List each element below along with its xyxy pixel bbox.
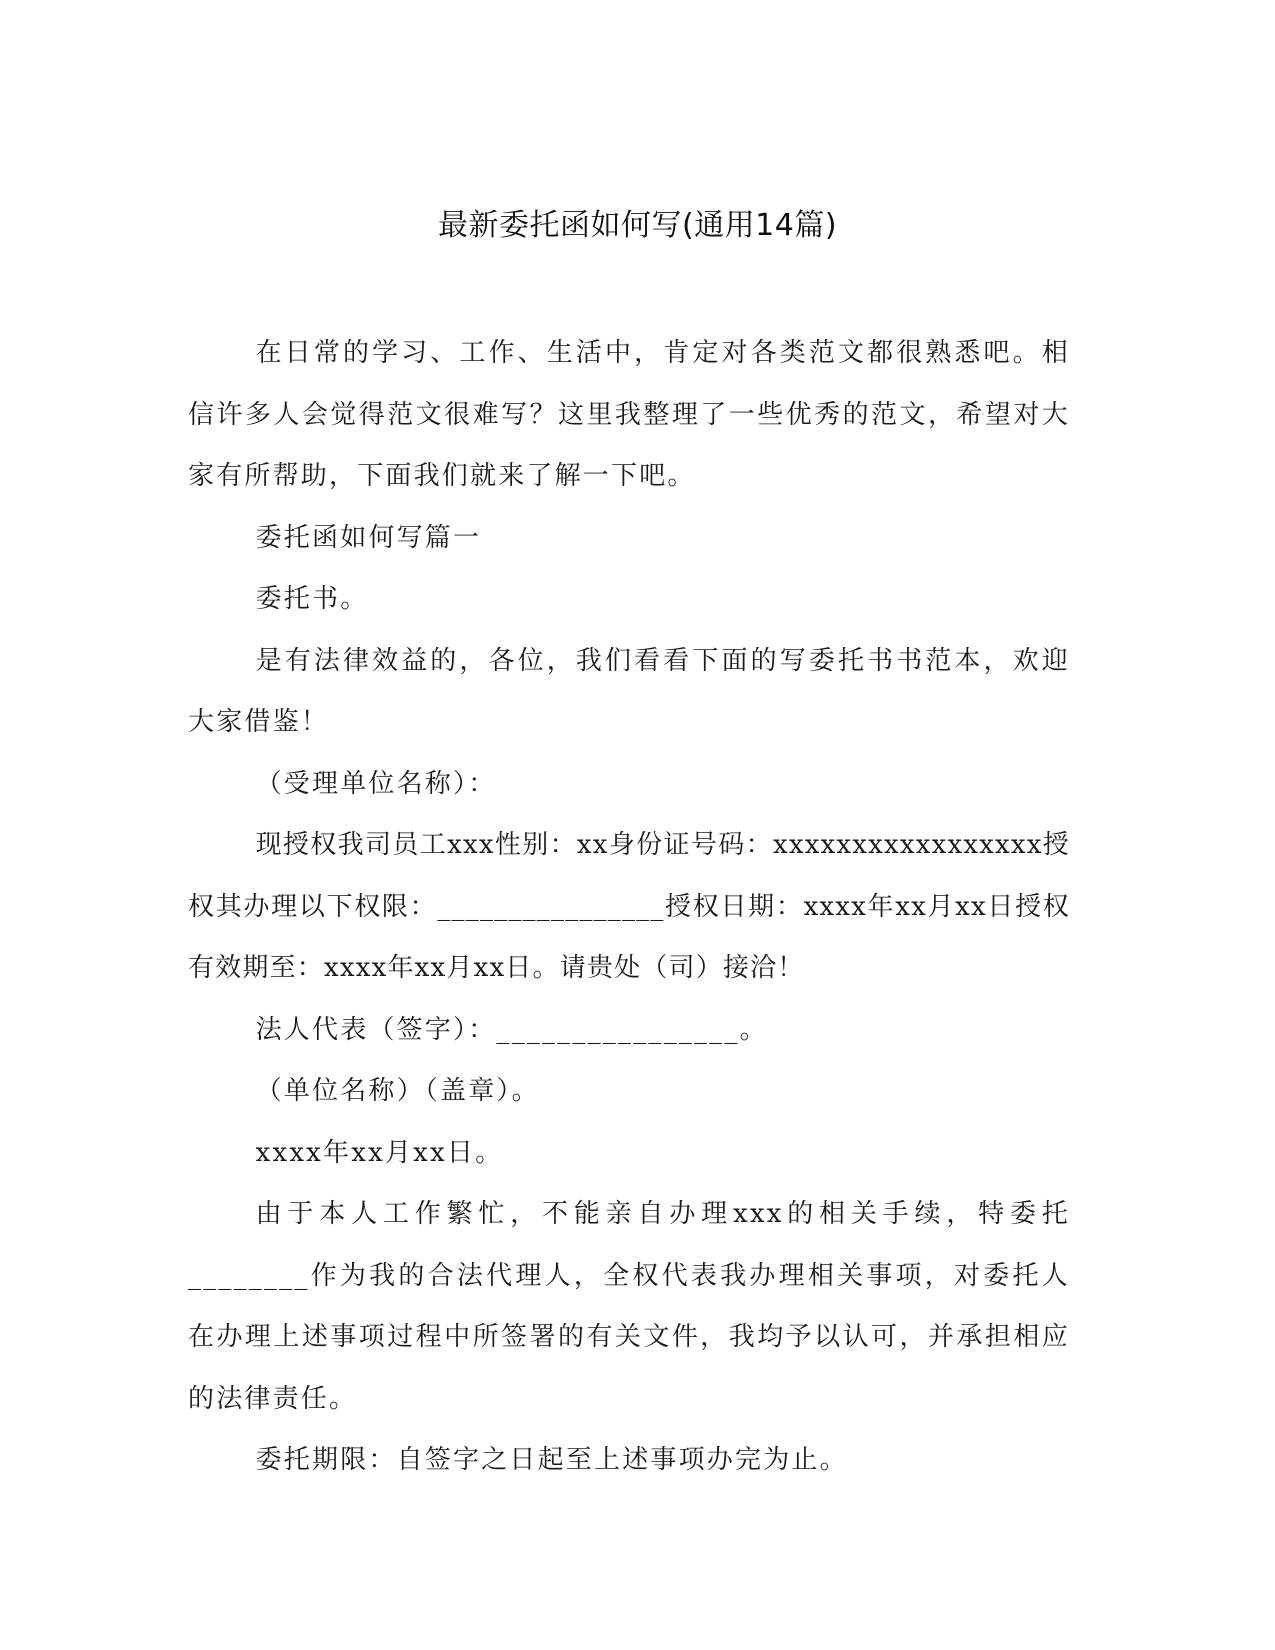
paragraph: 是有法律效益的，各位，我们看看下面的写委托书书范本，欢迎大家借鉴！ — [188, 645, 1070, 737]
authorization-paragraph: 现授权我司员工xxx性别：xx身份证号码：xxxxxxxxxxxxxxxxx授权其办理以下权限：________________授权日期：xxxx年xx月xx日授权有效期至：xxxx年xx月xx日。请贵处（司）接洽！ — [188, 830, 1070, 983]
document-title: 最新委托函如何写(通用14篇) — [437, 208, 838, 243]
section-heading: 委托函如何写篇一 — [255, 522, 482, 553]
date-line: xxxx年xx月xx日。 — [255, 1137, 504, 1168]
paragraph: 委托书。 — [255, 584, 369, 614]
paragraph: 由于本人工作繁忙，不能亲自办理xxx的相关手续，特委托________作为我的合法代理人，全权代表我办理相关事项，对委托人在办理上述事项过程中所签署的有关文件，我均予以认可，并承担相应的法律责任。 — [188, 1199, 1070, 1414]
paragraph: 委托期限：自签字之日起至上述事项办完为止。 — [255, 1445, 848, 1475]
document-body — [188, 323, 1070, 1492]
intro-paragraph: 在日常的学习、工作、生活中，肯定对各类范文都很熟悉吧。相信许多人会觉得范文很难写？这里我整理了一些优秀的范文，希望对大家有所帮助，下面我们就来了解一下吧。 — [188, 338, 1070, 491]
signature-line: 法人代表（签字）：________________。 — [255, 1014, 768, 1045]
seal-line: （单位名称）（盖章）。 — [255, 1076, 540, 1106]
paragraph: （受理单位名称）： — [255, 768, 497, 799]
